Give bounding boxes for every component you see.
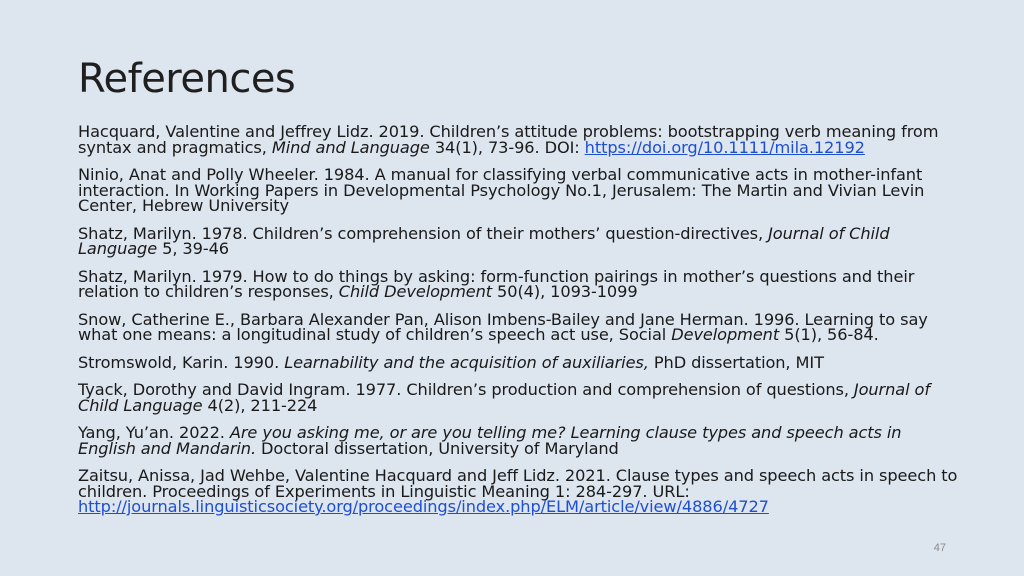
reference-ninio-1984 (78, 167, 958, 214)
reference-details: Doctoral dissertation, University of Maryland (256, 438, 619, 458)
reference-details: 5, 39-46 (157, 239, 229, 258)
reference-text: Snow, Catherine E., Barbara Alexander Pan, Alison Imbens-Bailey and Jane Herman. 1996. Learning to say what one means: a longitudinal study of children’s speech act use, Social (78, 309, 928, 344)
reference-text: Shatz, Marilyn. 1979. How to do things by asking: form-function pairings in mother’s questions and their relation to children’s responses, (78, 266, 915, 301)
reference-title: Learnability and the acquisition of auxiliaries, (284, 352, 649, 372)
reference-journal: Journal of Child Language (78, 223, 890, 258)
reference-journal: Development (671, 325, 780, 344)
reference-details: 4(2), 211-224 (202, 395, 318, 415)
reference-snow-1996 (78, 309, 958, 344)
reference-details: 5(1), 56-84. (779, 325, 879, 344)
reference-list (78, 124, 958, 527)
reference-title: Are you asking me, or are you telling me? Learning clause types and speech acts in English and Mandarin. (78, 423, 902, 458)
reference-tyack-1977 (78, 382, 958, 413)
reference-shatz-1979 (78, 266, 958, 301)
reference-journal: Journal of Child Language (78, 380, 930, 415)
reference-details: PhD dissertation, MIT (648, 352, 824, 372)
reference-stromswold-1990 (78, 352, 958, 372)
reference-journal: Mind and Language (271, 137, 430, 157)
reference-text: Hacquard, Valentine and Jeffrey Lidz. 2019. Children’s attitude problems: bootstrapping verb meaning from syntax and pragmatics, (78, 122, 939, 157)
reference-details: 50(4), 1093-1099 (492, 282, 638, 301)
reference-details: 34(1), 73-96. DOI: (429, 137, 585, 157)
reference-yang-2022 (78, 425, 958, 456)
reference-text: Stromswold, Karin. 1990. (78, 352, 285, 372)
reference-text: Yang, Yu’an. 2022. (78, 423, 230, 442)
reference-text: Zaitsu, Anissa, Jad Wehbe, Valentine Hacquard and Jeff Lidz. 2021. Clause types and speech acts in speech to children. Proceedings of Experiments in Linguistic Meaning 1: 284-297. URL: (78, 466, 958, 501)
reference-zaitsu-2021 (78, 468, 958, 515)
reference-shatz-1978 (78, 223, 958, 258)
reference-text: Shatz, Marilyn. 1978. Children’s comprehension of their mothers’ question-directives, (78, 223, 769, 243)
doi-link[interactable]: https://doi.org/10.1111/mila.12192 (584, 137, 865, 157)
reference-journal: Child Development (338, 282, 493, 301)
page-number: 47 (933, 542, 946, 554)
reference-text: Ninio, Anat and Polly Wheeler. 1984. A manual for classifying verbal communicative acts in mother-infant interaction. In Working Papers in Developmental Psychology No.1, Jerusalem: The Martin and Vivian Levin Center, Hebrew University (78, 165, 925, 215)
reference-hacquard-2019 (78, 124, 958, 155)
slide-title: References (78, 56, 296, 102)
url-link[interactable]: http://journals.linguisticsociety.org/proceedings/index.php/ELM/article/view/4886/4727 (78, 497, 769, 516)
reference-text: Tyack, Dorothy and David Ingram. 1977. Children’s production and comprehension of questions, (78, 380, 854, 399)
